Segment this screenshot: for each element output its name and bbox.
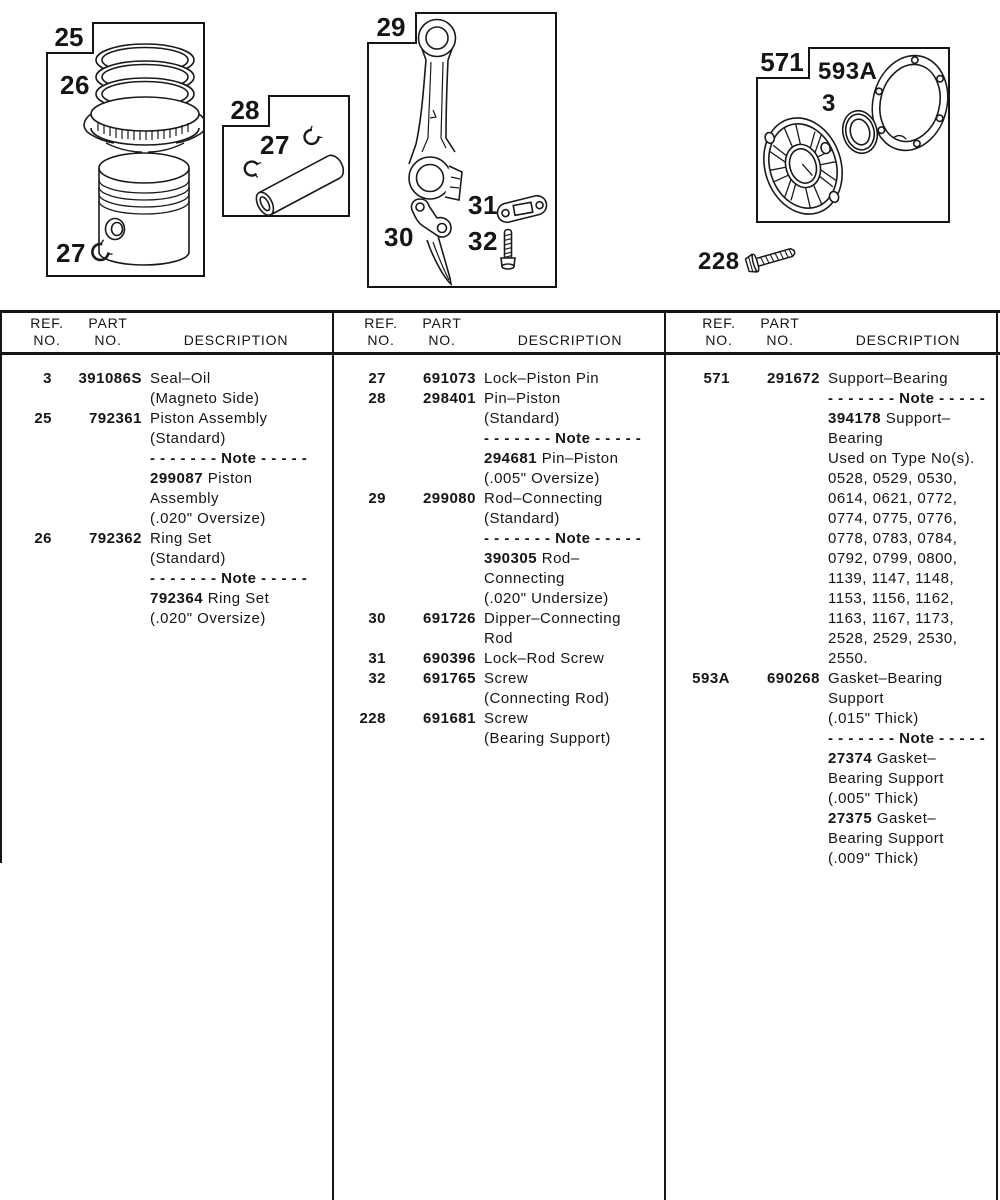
ref-no-value: 25 <box>34 410 52 427</box>
table-row <box>678 369 996 669</box>
connecting-rod-icon <box>409 20 462 201</box>
description-value: Gasket–Bearing Support (.015" Thick) - - - - - - - Note - - - - - 27374 Gasket– Bearing Support (.005" Thick) 27375 Gasket– Bearing Support (.009" Thick) <box>828 670 986 867</box>
description-value: Ring Set (Standard) - - - - - - - Note - - - - - 792364 Ring Set (.020" Oversize) <box>150 530 308 627</box>
label-32: 32 <box>468 226 498 256</box>
ref-no-value: 593A <box>692 670 730 687</box>
parts-list-column-1 <box>0 369 332 629</box>
part-no-value: 792361 <box>88 410 142 427</box>
label-228: 228 <box>698 248 740 275</box>
ring-set-icon <box>84 44 205 152</box>
pin-icon <box>253 152 347 217</box>
part-no-value: 391086S <box>78 370 142 387</box>
ref-no-value: 29 <box>368 490 386 507</box>
part-no-header: PART NO. <box>422 315 462 348</box>
label-593A: 593A <box>818 58 878 85</box>
table-row <box>0 369 332 409</box>
lock-ring-icon <box>301 125 323 147</box>
figure-label-571: 571 <box>756 47 810 79</box>
table-row <box>334 369 664 389</box>
ref-no-header: REF. NO. <box>702 315 736 348</box>
piston-icon <box>99 153 189 265</box>
table-row <box>334 669 664 709</box>
table-top-border <box>0 310 1000 313</box>
ref-no-value: 28 <box>368 390 386 407</box>
ref-no-value: 32 <box>368 670 386 687</box>
description-value: Seal–Oil (Magneto Side) <box>150 370 260 407</box>
ref-no-value: 571 <box>703 370 730 387</box>
description-header: DESCRIPTION <box>855 332 961 348</box>
bearing-support-screw-drawing <box>744 242 798 278</box>
table-row <box>334 649 664 669</box>
figure-label-25: 25 <box>46 22 94 54</box>
description-header: DESCRIPTION <box>517 332 623 348</box>
parts-list-column-2 <box>334 369 664 749</box>
rod-screw-icon <box>501 230 515 270</box>
part-no-value: 299080 <box>422 490 476 507</box>
part-no-header: PART NO. <box>760 315 800 348</box>
description-value: Piston Assembly (Standard) - - - - - - - Note - - - - - 299087 Piston Assembly (.020" Oversize) <box>150 410 308 527</box>
part-no-header: PART NO. <box>88 315 128 348</box>
label-26: 26 <box>60 70 90 100</box>
table-row <box>0 529 332 629</box>
part-no-value: 691765 <box>422 670 476 687</box>
description-value: Pin–Piston (Standard) - - - - - - - Note - - - - - 294681 Pin–Piston (.005" Oversize) <box>484 390 642 487</box>
description-value: Lock–Rod Screw <box>484 650 605 667</box>
description-value: Support–Bearing - - - - - - - Note - - - - - 394178 Support– Bearing Used on Type No(s). 0528, 0529, 0530, 0614, 0621, 0772, 0774, 0775, 0776, 0778, 0783, 0784, 0792, 0799, 0800, 1139, 1147, 1148, 1153, 1156, 1162, 1163, 1167, 1173, 2528, 2529, 2530, 2550. <box>828 370 986 667</box>
description-value: Lock–Piston Pin <box>484 370 600 387</box>
table-right-border <box>996 310 998 1200</box>
ref-no-value: 30 <box>368 610 386 627</box>
table-header-col2 <box>334 315 664 355</box>
part-no-value: 691726 <box>422 610 476 627</box>
label-31: 31 <box>468 190 498 220</box>
ref-no-value: 3 <box>43 370 52 387</box>
part-no-value: 690268 <box>766 670 820 687</box>
table-row <box>678 669 996 869</box>
figure-label-29: 29 <box>367 12 417 44</box>
part-no-value: 690396 <box>422 650 476 667</box>
dipper-icon <box>411 199 451 284</box>
ref-no-value: 26 <box>34 530 52 547</box>
part-no-value: 291672 <box>766 370 820 387</box>
label-27-pin: 27 <box>260 130 290 160</box>
label-30: 30 <box>384 222 414 252</box>
description-value: Dipper–Connecting Rod <box>484 610 621 647</box>
parts-list-column-3 <box>666 369 996 869</box>
table-header-col1 <box>0 315 332 355</box>
hex-bolt-icon <box>745 243 797 274</box>
ref-no-header: REF. NO. <box>30 315 64 348</box>
table-row <box>334 489 664 609</box>
part-no-value: 298401 <box>422 390 476 407</box>
lock-ring-icon <box>243 158 263 178</box>
table-row <box>334 609 664 649</box>
table-row <box>334 709 664 749</box>
table-header-col3 <box>672 315 1000 355</box>
ref-no-value: 228 <box>359 710 386 727</box>
ref-no-header: REF. NO. <box>364 315 398 348</box>
label-27-piston: 27 <box>56 238 86 268</box>
ref-no-value: 31 <box>368 650 386 667</box>
part-no-value: 691681 <box>422 710 476 727</box>
description-value: Screw (Connecting Rod) <box>484 670 610 707</box>
table-row <box>0 409 332 529</box>
description-value: Screw (Bearing Support) <box>484 710 611 747</box>
figure-label-28: 28 <box>222 95 270 127</box>
ref-no-value: 27 <box>368 370 386 387</box>
bearing-support-icon <box>756 108 854 223</box>
rod-lock-plate-icon <box>495 194 548 225</box>
description-header: DESCRIPTION <box>183 332 289 348</box>
label-3: 3 <box>822 90 836 117</box>
lock-ring-icon <box>89 239 113 263</box>
part-no-value: 792362 <box>88 530 142 547</box>
table-row <box>334 389 664 489</box>
description-value: Rod–Connecting (Standard) - - - - - - - Note - - - - - 390305 Rod– Connecting (.020" Undersize) <box>484 490 642 607</box>
part-no-value: 691073 <box>422 370 476 387</box>
